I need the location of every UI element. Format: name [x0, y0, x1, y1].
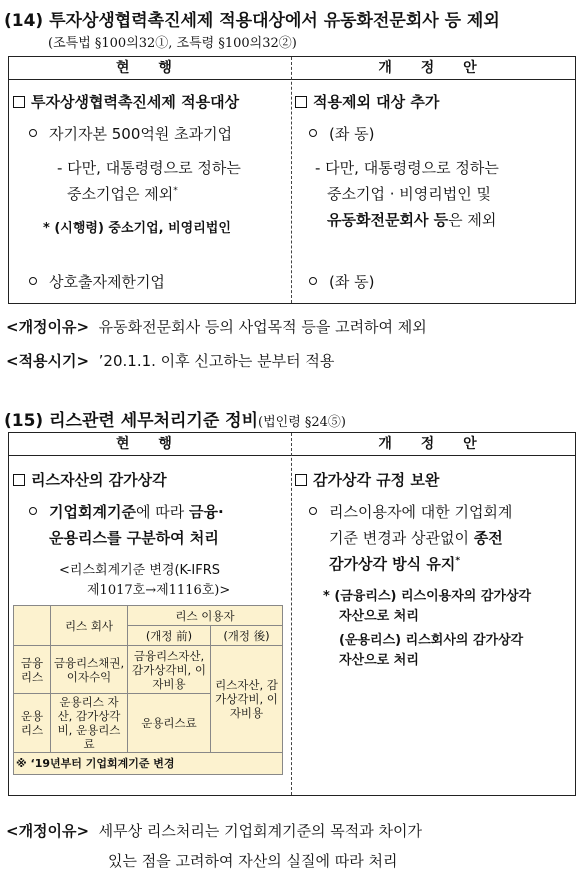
section-15-law-ref: (법인령 §24⑤) — [258, 415, 347, 430]
proposed-item-line3: 감가상각 방식 유지* — [329, 555, 461, 573]
section-15-reason-line2: 있는 점을 고려하여 자산의 실질에 따라 처리 — [108, 852, 398, 870]
circle-bullet-icon — [29, 129, 37, 137]
section-15-comparison-table — [8, 432, 576, 796]
header-lease-user: 리스 이용자 — [128, 606, 283, 626]
header-lease-company: 리스 회사 — [51, 606, 128, 646]
column-divider — [291, 57, 292, 303]
section-14-law-ref: (조특법 §100의32①, 조특령 §100의32②) — [48, 36, 297, 51]
circle-bullet-icon — [309, 507, 317, 515]
cell-operating-company: 운용리스 자산, 감가상각비, 운용리스료 — [51, 694, 128, 753]
proposed-note2-line1: (운용리스) 리스회사의 감가상각 — [339, 633, 524, 648]
proposed-item-line1: 리스이용자에 대한 기업회계 — [309, 501, 512, 522]
proposed-sub-1-line2: 중소기업 · 비영리법인 및 — [327, 185, 491, 203]
column-divider — [291, 433, 292, 795]
current-item-2: 상호출자제한기업 — [29, 271, 165, 292]
header-proposed: 개 정 안 — [378, 60, 489, 76]
header-before: (개정 前) — [128, 626, 211, 646]
section-14-reason: <개정이유> 유동화전문회사 등의 사업목적 등을 고려하여 제외 — [6, 318, 427, 336]
proposed-note2-line2: 자산으로 처리 — [339, 653, 419, 668]
change-note-line1: <리스회계기준 변경(K-IFRS — [59, 563, 221, 578]
proposed-item-line2: 기준 변경과 상관없이 종전 — [329, 529, 503, 547]
cell-after-both: 리스자산, 감가상각비, 이자비용 — [211, 646, 283, 753]
proposed-sub-1-line3: 유동화전문회사 등은 제외 — [327, 211, 497, 229]
section-15-title-line — [4, 406, 346, 431]
cell-finance-before: 금융리스자산, 감가상각비, 이자비용 — [128, 646, 211, 694]
circle-bullet-icon — [29, 277, 37, 285]
current-note: * (시행령) 중소기업, 비영리법인 — [43, 221, 231, 236]
footnote-star: * — [173, 186, 178, 196]
current-sub-1-line2: 중소기업은 제외* — [67, 185, 178, 203]
section-14-comparison-table — [8, 56, 576, 304]
checkbox-square-icon — [13, 96, 25, 108]
checkbox-square-icon — [295, 96, 307, 108]
current-item-line2: 운용리스를 구분하여 처리 — [49, 529, 219, 547]
current-sub-1-line1: - 다만, 대통령령으로 정하는 — [57, 159, 241, 177]
section-14-title: (14) 투자상생협력촉진세제 적용대상에서 유동화전문회사 등 제외 — [4, 11, 500, 31]
header-after: (개정 後) — [211, 626, 283, 646]
current-heading: 투자상생협력촉진세제 적용대상 — [13, 91, 239, 112]
current-item-line1: 기업회계기준에 따라 금융· — [29, 501, 224, 522]
section-15-reason-line1: <개정이유> 세무상 리스처리는 기업회계기준의 목적과 차이가 — [6, 822, 423, 840]
header-current: 현 행 — [116, 60, 184, 76]
current-heading: 리스자산의 감가상각 — [13, 469, 167, 490]
row-label-finance-lease: 금융 리스 — [14, 646, 51, 694]
proposed-item-1: (좌 동) — [309, 123, 374, 144]
proposed-item-2: (좌 동) — [309, 271, 374, 292]
corner-cell — [14, 606, 51, 646]
header-current: 현 행 — [116, 436, 184, 452]
section-15-title: (15) 리스관련 세무처리기준 정비 — [4, 411, 259, 431]
proposed-heading: 적용제외 대상 추가 — [295, 91, 439, 112]
current-item-1: 자기자본 500억원 초과기업 — [29, 123, 232, 144]
header-proposed: 개 정 안 — [378, 436, 489, 452]
proposed-sub-1-line1: - 다만, 대통령령으로 정하는 — [315, 159, 499, 177]
table-footnote: ※ ‘19년부터 기업회계기준 변경 — [14, 753, 283, 775]
proposed-heading: 감가상각 규정 보완 — [295, 469, 439, 490]
cell-finance-company: 금융리스채권, 이자수익 — [51, 646, 128, 694]
row-label-operating-lease: 운용 리스 — [14, 694, 51, 753]
cell-operating-before: 운용리스료 — [128, 694, 211, 753]
checkbox-square-icon — [295, 474, 307, 486]
section-14-effective: <적용시기> ’20.1.1. 이후 신고하는 분부터 적용 — [6, 352, 335, 370]
change-note-line2: 제1017호→제1116호)> — [87, 583, 231, 598]
proposed-note1-line1: * (금융리스) 리스이용자의 감가상각 — [323, 589, 532, 604]
proposed-note1-line2: 자산으로 처리 — [339, 609, 419, 624]
circle-bullet-icon — [29, 507, 37, 515]
circle-bullet-icon — [309, 277, 317, 285]
checkbox-square-icon — [13, 474, 25, 486]
lease-accounting-table — [13, 605, 283, 775]
circle-bullet-icon — [309, 129, 317, 137]
